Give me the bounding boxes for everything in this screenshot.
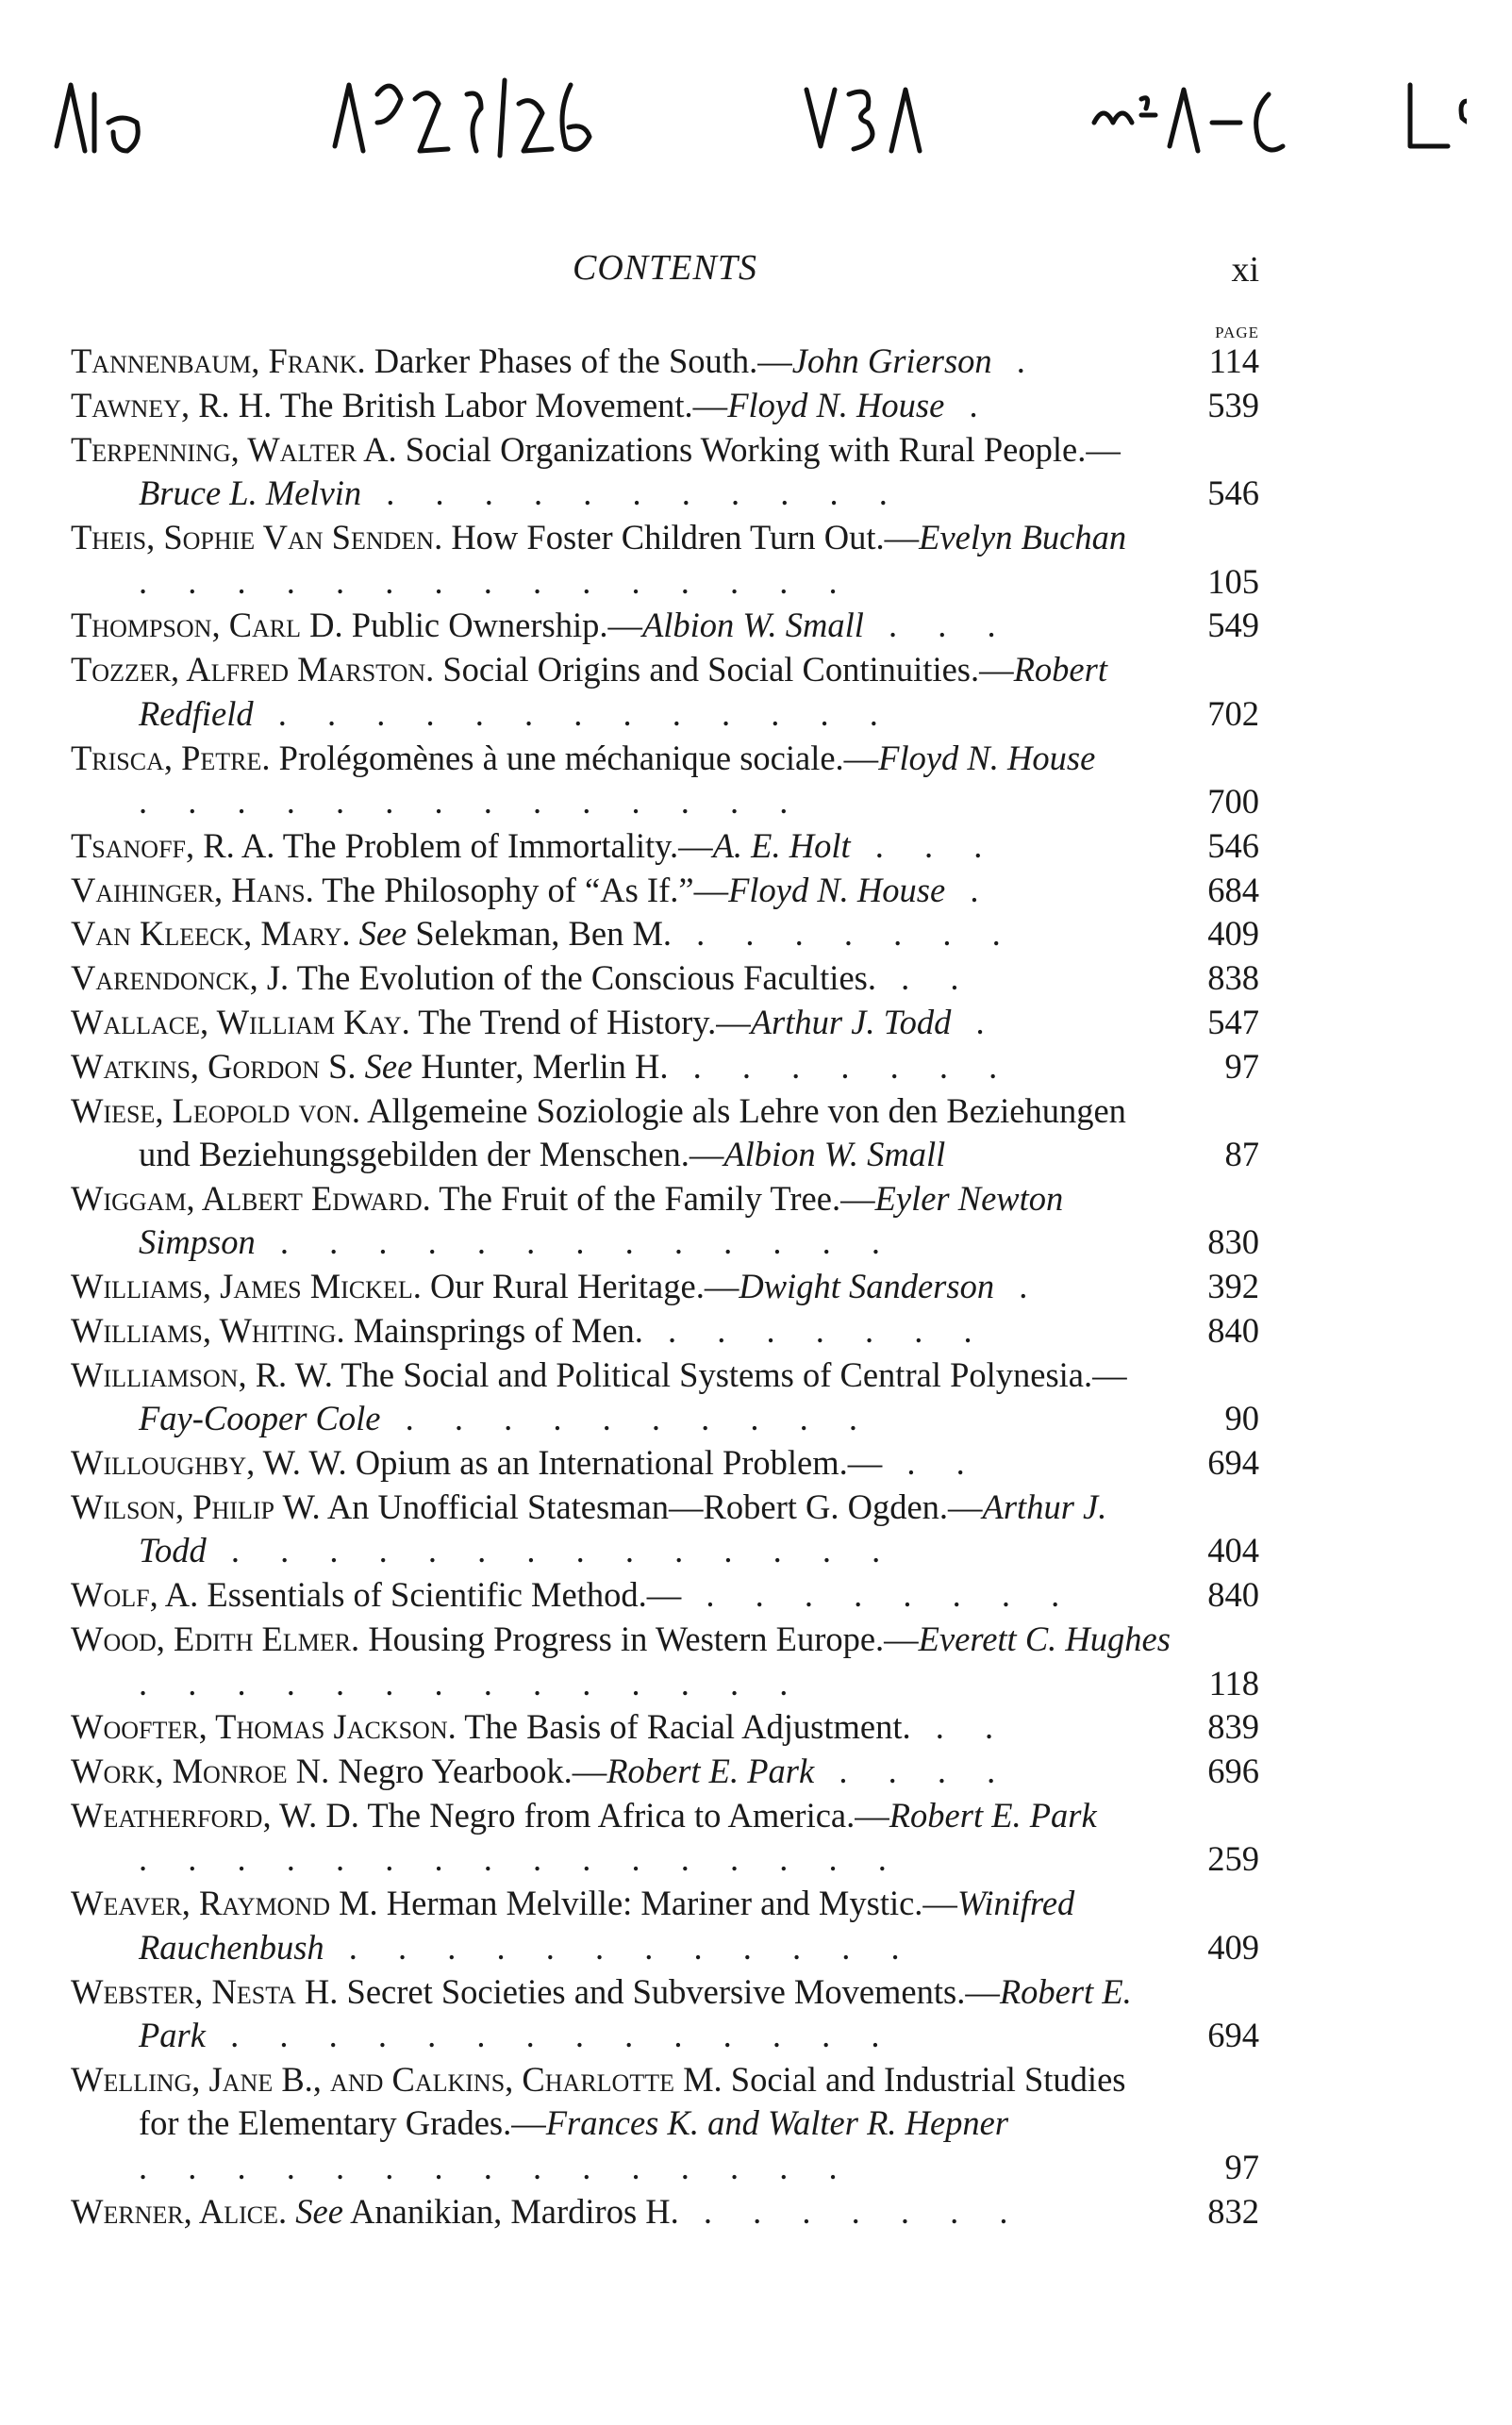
entry-title: Herman Melville: Mariner and Mystic.— — [386, 1884, 957, 1923]
entry-text — [71, 1441, 1172, 1486]
dot-leader: . . . . . . . . . . . . — [324, 1927, 916, 1967]
entry-text — [71, 1486, 1172, 1573]
entry-title: An Unofficial Statesman—Robert G. Ogden.— — [326, 1487, 983, 1526]
dot-leader: . . . . . . . — [672, 914, 1017, 954]
contents-entry — [71, 1354, 1259, 1441]
dot-leader: . — [951, 1003, 1001, 1042]
entry-title: The Negro from Africa to America.— — [367, 1795, 889, 1835]
dot-leader: . — [945, 870, 995, 909]
dot-leader: . . . . . . . . . . . . . — [255, 1222, 896, 1262]
contents-entry — [71, 1089, 1259, 1177]
entry-author: Tawney, R. H. — [71, 386, 273, 425]
entry-page-number: 832 — [1207, 2191, 1259, 2231]
entry-page-number: 409 — [1207, 914, 1259, 954]
entry-text — [71, 1001, 1172, 1045]
contents-entry — [71, 1441, 1259, 1486]
entry-author: Wilson, Philip W. — [71, 1487, 321, 1526]
entry-title: Hunter, Merlin H. — [412, 1046, 669, 1086]
contents-entry — [71, 604, 1259, 648]
entry-text — [71, 824, 1172, 869]
entry-text — [71, 1882, 1172, 1969]
entry-page-number: 114 — [1208, 341, 1259, 381]
entry-reviewer: Albion W. Small — [641, 606, 864, 645]
dot-leader: . . . . . . . — [642, 1311, 989, 1351]
page-header — [71, 247, 1259, 294]
entry-author: Watkins, Gordon S. — [71, 1046, 357, 1086]
entry-author: Werner, Alice. — [71, 2191, 288, 2231]
entry-author: Wood, Edith Elmer. — [71, 1619, 360, 1659]
entry-title: Social Organizations Working with Rural People.— — [405, 429, 1121, 469]
entry-author: Trisca, Petre. — [71, 738, 271, 777]
entry-text — [71, 340, 1172, 384]
dot-leader: . . . . . . . . . . . . . — [253, 693, 894, 733]
entry-reviewer: Albion W. Small — [723, 1135, 946, 1174]
entry-reviewer: Arthur J. Todd — [139, 1487, 1107, 1570]
entry-text — [71, 956, 1172, 1001]
entry-title: Prolégomènes à une méchanique sociale.— — [278, 738, 879, 777]
entry-page-number: 97 — [1224, 1046, 1259, 1086]
dot-leader: . . . . . . . . . . — [380, 1399, 873, 1438]
entry-title: The Social and Political Systems of Central Polynesia.— — [341, 1354, 1127, 1394]
entry-reviewer: Floyd N. House — [727, 386, 945, 425]
contents-entry — [71, 1970, 1259, 2058]
entry-title: How Foster Children Turn Out.— — [451, 518, 920, 557]
dot-leader: . . — [875, 958, 975, 998]
entry-page-number: 696 — [1207, 1752, 1259, 1791]
dot-leader: . . . . . . . . . . . . . . — [206, 1531, 897, 1570]
entry-page-number: 694 — [1207, 1443, 1259, 1483]
entry-author: Van Kleeck, Mary. — [71, 914, 351, 954]
entry-author: Wolf, A. — [71, 1575, 199, 1615]
entry-author: Tozzer, Alfred Marston. — [71, 650, 435, 689]
contents-entry — [71, 1177, 1259, 1265]
contents-entry — [71, 516, 1259, 604]
entry-text — [71, 737, 1172, 824]
contents-entry — [71, 2190, 1259, 2234]
entry-title: Our Rural Heritage.— — [429, 1267, 739, 1306]
dot-leader: . — [991, 341, 1041, 381]
contents-entry — [71, 1001, 1259, 1045]
entry-author: Tsanoff, R. A. — [71, 825, 275, 865]
entry-title: Opium as an International Problem.— — [355, 1443, 883, 1483]
contents-entry — [71, 824, 1259, 869]
entry-author: Theis, Sophie Van Senden. — [71, 518, 443, 557]
entry-author: Weatherford, W. D. — [71, 1795, 359, 1835]
entry-text — [71, 1750, 1172, 1794]
entry-title: The British Labor Movement.— — [279, 386, 728, 425]
entry-author: Thompson, Carl D. — [71, 606, 343, 645]
entry-text — [71, 2190, 1172, 2234]
entry-author: Work, Monroe N. — [71, 1752, 330, 1791]
contents-entry — [71, 1882, 1259, 1969]
entry-text — [71, 516, 1172, 604]
entry-text — [71, 1265, 1172, 1309]
entry-author: Welling, Jane B., and Calkins, Charlotte M. — [71, 2059, 723, 2099]
entry-page-number: 700 — [1207, 782, 1259, 822]
entry-text — [71, 648, 1172, 736]
contents-entry — [71, 737, 1259, 824]
entry-reviewer: Evelyn Buchan — [919, 518, 1127, 557]
entry-see: See — [358, 914, 407, 954]
entry-title: The Problem of Immortality.— — [282, 825, 713, 865]
entry-reviewer: A. E. Holt — [712, 825, 851, 865]
entry-title: Secret Societies and Subversive Movements.— — [346, 1971, 1000, 2011]
entry-title: Negro Yearbook.— — [338, 1752, 607, 1791]
contents-entry — [71, 340, 1259, 384]
entry-title: Allgemeine Soziologie als Lehre von den Beziehungen und Beziehungsgebilden der Menschen.— — [139, 1090, 1126, 1174]
dot-leader: . . . — [863, 606, 1012, 645]
entry-reviewer: Robert E. Park — [606, 1752, 815, 1791]
entry-text — [71, 1970, 1172, 2058]
entry-author: Wiggam, Albert Edward. — [71, 1178, 431, 1218]
folio-number: xi — [1231, 250, 1259, 290]
entry-author: Woofter, Thomas Jackson. — [71, 1707, 457, 1747]
entry-page-number: 702 — [1207, 693, 1259, 733]
entry-page-number: 90 — [1224, 1399, 1259, 1438]
entry-text — [71, 384, 1172, 428]
entry-reviewer: Eyler Newton Simpson — [139, 1178, 1064, 1262]
entry-page-number: 547 — [1207, 1003, 1259, 1042]
page-column-label: PAGE — [1215, 324, 1259, 341]
entry-text — [71, 869, 1172, 913]
entry-page-number: 539 — [1207, 386, 1259, 425]
dot-leader: . . . . — [814, 1752, 1012, 1791]
entry-title: Darker Phases of the South.— — [374, 341, 792, 381]
entry-title: Ananikian, Mardiros H. — [342, 2191, 679, 2231]
dot-leader: . . . . . . . . . . . . . . . — [139, 2147, 854, 2186]
entry-author: Tannenbaum, Frank. — [71, 341, 366, 381]
entry-text — [71, 428, 1172, 516]
entry-author: Williams, James Mickel. — [71, 1267, 422, 1306]
entry-text — [71, 1309, 1172, 1354]
contents-entry — [71, 1750, 1259, 1794]
dot-leader: . — [994, 1267, 1044, 1306]
contents-list — [71, 340, 1259, 2234]
entry-see: See — [295, 2191, 343, 2231]
contents-entry — [71, 1486, 1259, 1573]
entry-reviewer: Arthur J. Todd — [750, 1003, 952, 1042]
entry-reviewer: Winifred Rauchenbush — [139, 1884, 1075, 1967]
entry-reviewer: Bruce L. Melvin — [139, 473, 362, 513]
dot-leader: . . . . . . . — [668, 1046, 1014, 1086]
entry-author: Vaihinger, Hans. — [71, 870, 314, 909]
entry-reviewer: Robert E. Park — [139, 1971, 1132, 2055]
dot-leader: . . . . . . . . . . . . . . . . — [139, 1839, 903, 1879]
entry-page-number: 549 — [1207, 606, 1259, 645]
entry-text — [71, 604, 1172, 648]
entry-title: Social and Industrial Studies for the Elementary Grades.— — [139, 2059, 1126, 2143]
entry-page-number: 409 — [1207, 1927, 1259, 1967]
entry-see: See — [364, 1046, 413, 1086]
entry-title: Mainsprings of Men. — [353, 1311, 643, 1351]
entry-page-number: 87 — [1224, 1135, 1259, 1174]
entry-author: Wallace, William Kay. — [71, 1003, 410, 1042]
entry-page-number: 840 — [1207, 1311, 1259, 1351]
contents-entry — [71, 428, 1259, 516]
contents-entry — [71, 1309, 1259, 1354]
contents-entry — [71, 912, 1259, 956]
entry-page-number: 118 — [1208, 1663, 1259, 1702]
entry-page-number: 830 — [1207, 1222, 1259, 1262]
contents-entry — [71, 1045, 1259, 1089]
contents-entry — [71, 1794, 1259, 1882]
entry-text — [71, 1618, 1172, 1705]
entry-text — [71, 1705, 1172, 1750]
entry-text — [71, 1089, 1172, 1177]
entry-title: Housing Progress in Western Europe.— — [368, 1619, 919, 1659]
contents-entry — [71, 1573, 1259, 1618]
entry-reviewer: John Grierson — [791, 341, 992, 381]
entry-page-number: 839 — [1207, 1707, 1259, 1747]
entry-text — [71, 2058, 1172, 2190]
entry-title: Selekman, Ben M. — [407, 914, 673, 954]
entry-title: The Philosophy of “As If.”— — [322, 870, 729, 909]
contents-entry — [71, 1705, 1259, 1750]
entry-page-number: 259 — [1207, 1839, 1259, 1879]
contents-entry — [71, 2058, 1259, 2190]
dot-leader: . . . . . . . . . . . . . . — [139, 1663, 805, 1702]
dot-leader: . . . . . . . . . . . — [361, 473, 904, 513]
entry-author: Willoughby, W. W. — [71, 1443, 347, 1483]
entry-page-number: 546 — [1207, 825, 1259, 865]
dot-leader: . . — [882, 1443, 981, 1483]
entry-reviewer: Dwight Sanderson — [739, 1267, 995, 1306]
entry-author: Weaver, Raymond M. — [71, 1884, 378, 1923]
dot-leader: . . — [910, 1707, 1010, 1747]
contents-entry — [71, 869, 1259, 913]
entry-page-number: 684 — [1207, 870, 1259, 909]
dot-leader: . . . . . . . — [678, 2191, 1024, 2231]
entry-text — [71, 912, 1172, 956]
entry-title: Social Origins and Social Continuities.— — [442, 650, 1014, 689]
entry-title: The Fruit of the Family Tree.— — [439, 1178, 875, 1218]
entry-title: The Evolution of the Conscious Faculties. — [296, 958, 876, 998]
contents-entry — [71, 1618, 1259, 1705]
entry-reviewer: Everett C. Hughes — [918, 1619, 1171, 1659]
entry-title: The Basis of Racial Adjustment. — [464, 1707, 911, 1747]
entry-page-number: 546 — [1207, 473, 1259, 513]
entry-reviewer: Fay-Cooper Cole — [139, 1399, 381, 1438]
entry-text — [71, 1573, 1172, 1618]
entry-page-number: 694 — [1207, 2016, 1259, 2055]
running-title: CONTENTS — [573, 248, 757, 288]
contents-entry — [71, 384, 1259, 428]
contents-entry — [71, 956, 1259, 1001]
entry-author: Williamson, R. W. — [71, 1354, 333, 1394]
handwritten-shelfmark — [52, 66, 1467, 170]
entry-page-number: 392 — [1207, 1267, 1259, 1306]
entry-reviewer: Floyd N. House — [878, 738, 1096, 777]
entry-title: Essentials of Scientific Method.— — [207, 1575, 682, 1615]
contents-entry — [71, 648, 1259, 736]
entry-reviewer: Frances K. and Walter R. Hepner — [545, 2103, 1009, 2143]
entry-text — [71, 1354, 1172, 1441]
entry-author: Williams, Whiting. — [71, 1311, 345, 1351]
entry-text — [71, 1045, 1172, 1089]
dot-leader: . . . — [850, 825, 999, 865]
entry-text — [71, 1177, 1172, 1265]
entry-page-number: 105 — [1207, 561, 1259, 601]
entry-author: Terpenning, Walter A. — [71, 429, 397, 469]
entry-page-number: 97 — [1224, 2147, 1259, 2186]
entry-text — [71, 1794, 1172, 1882]
entry-page-number: 840 — [1207, 1575, 1259, 1615]
dot-leader: . . . . . . . . . . . . . . . — [139, 561, 854, 601]
contents-entry — [71, 1265, 1259, 1309]
entry-title: Public Ownership.— — [351, 606, 642, 645]
entry-reviewer: Robert Redfield — [139, 650, 1107, 733]
dot-leader: . — [944, 386, 994, 425]
dot-leader: . . . . . . . . . . . . . . — [139, 782, 805, 822]
entry-reviewer: Robert E. Park — [889, 1795, 1097, 1835]
dot-leader: . . . . . . . . . . . . . . — [205, 2016, 896, 2055]
entry-reviewer: Floyd N. House — [728, 870, 946, 909]
entry-author: Wiese, Leopold von. — [71, 1090, 361, 1130]
entry-page-number: 404 — [1207, 1531, 1259, 1570]
entry-author: Webster, Nesta H. — [71, 1971, 339, 2011]
entry-author: Varendonck, J. — [71, 958, 290, 998]
entry-page-number: 838 — [1207, 958, 1259, 998]
entry-title: The Trend of History.— — [418, 1003, 751, 1042]
dot-leader: . . . . . . . . — [681, 1575, 1076, 1615]
